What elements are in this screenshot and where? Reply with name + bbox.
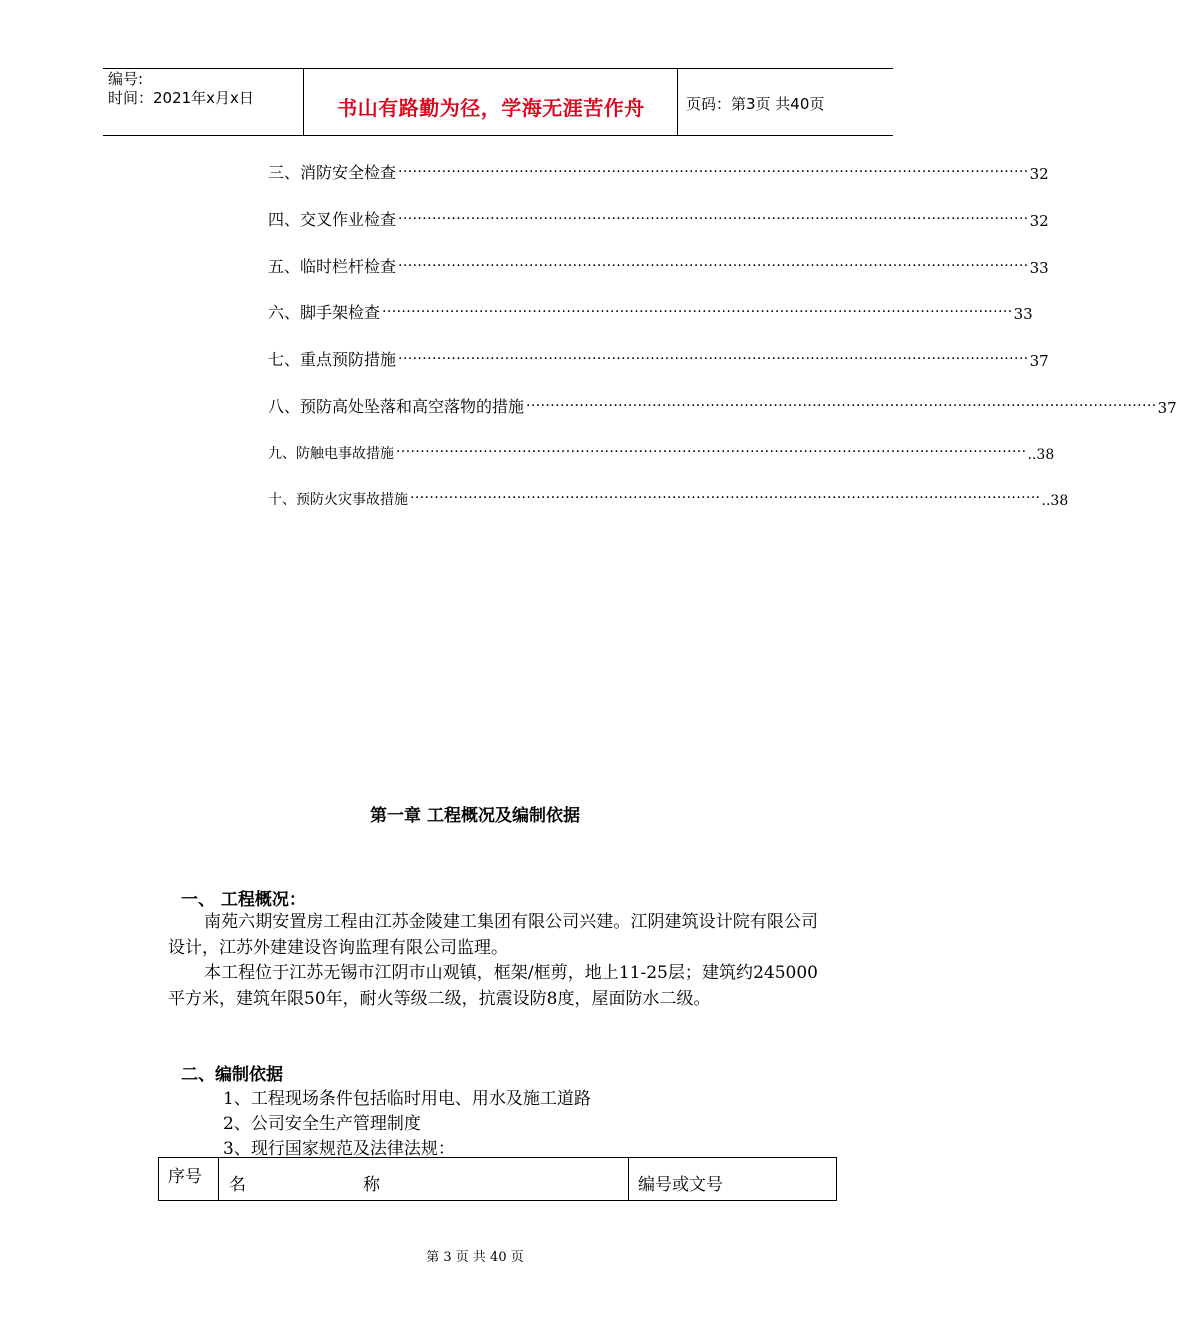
toc-leader: ·································································································································· (398, 351, 1029, 367)
basis-item: 3、现行国家规范及法律法规： (223, 1139, 455, 1159)
chapter-title: 第一章 工程概况及编制依据 (370, 806, 580, 826)
header-top-rule (103, 68, 893, 69)
header-divider-left (303, 68, 304, 136)
toc-page: 33 (1029, 259, 1049, 277)
toc-entry[interactable] (268, 439, 1055, 463)
page-footer: 第 3 页 共 40 页 (426, 1250, 524, 1265)
toc-page: 32 (1029, 212, 1049, 230)
toc-page: 33 (1013, 305, 1033, 323)
toc-title: 重点预防措施 (300, 350, 397, 369)
toc-leader: ·································································································································· (410, 490, 1041, 506)
overview-paragraph-1 (168, 909, 818, 961)
col-code: 编号或文号 (638, 1175, 723, 1195)
overview-paragraph-2 (168, 960, 818, 1012)
basis-item: 2、公司安全生产管理制度 (223, 1114, 421, 1134)
header-motto: 书山有路勤为径，学海无涯苦作舟 (337, 96, 645, 120)
header-meta (108, 70, 254, 108)
toc-title: 临时栏杆检查 (300, 257, 397, 276)
header-page-info: 页码：第3页 共40页 (686, 95, 825, 113)
toc-number: 六、 (268, 303, 301, 322)
toc-page: ..38 (1027, 447, 1055, 463)
toc-entry[interactable] (268, 346, 1049, 370)
overview-text-1: 南苑六期安置房工程由江苏金陵建工集团有限公司兴建。江阴建筑设计院有限公司设计，江苏外建建设咨询监理有限公司监理。 (168, 912, 818, 958)
toc-entry[interactable] (268, 393, 1177, 417)
col-name-part-b: 称 (363, 1175, 380, 1195)
toc-number: 八、 (268, 397, 301, 416)
toc-leader: ·································································································································· (382, 304, 1013, 320)
toc-entry[interactable] (268, 299, 1033, 323)
toc-page: 37 (1029, 352, 1049, 370)
toc-title: 交叉作业检查 (300, 210, 397, 229)
toc-number: 七、 (268, 350, 301, 369)
toc-leader: ·································································································································· (398, 164, 1029, 180)
toc-number: 十、 (268, 492, 296, 508)
toc-page: ..38 (1041, 493, 1069, 509)
toc-number: 三、 (268, 163, 301, 182)
toc-title: 脚手架检查 (300, 303, 381, 322)
toc-title: 消防安全检查 (300, 163, 397, 182)
toc-entry[interactable] (268, 159, 1049, 183)
toc-title: 预防火灾事故措施 (296, 492, 408, 508)
col-name (219, 1158, 629, 1200)
col-seq: 序号 (159, 1158, 219, 1200)
toc-leader: ·································································································································· (398, 258, 1029, 274)
section-heading-basis: 二、编制依据 (181, 1065, 283, 1085)
code-label: 编号: (108, 70, 144, 88)
time-label: 时间：2021年x月x日 (108, 89, 254, 107)
toc-number: 五、 (268, 257, 301, 276)
header-bottom-rule (103, 135, 893, 136)
toc-number: 九、 (268, 446, 296, 462)
col-name-part-a: 名 (229, 1175, 246, 1195)
toc-entry[interactable] (268, 485, 1069, 509)
toc-leader: ·································································································································· (396, 444, 1027, 460)
toc-page: 32 (1029, 165, 1049, 183)
toc-leader: ·································································································································· (398, 211, 1029, 227)
section-heading-overview: 一、 工程概况： (181, 890, 306, 910)
header-divider-right (677, 68, 678, 136)
toc-title: 防触电事故措施 (296, 446, 394, 462)
toc-leader: ·································································································································· (526, 398, 1157, 414)
regulations-table-header (158, 1157, 837, 1201)
toc-title: 预防高处坠落和高空落物的措施 (300, 397, 525, 416)
overview-text-2: 本工程位于江苏无锡市江阴市山观镇，框架/框剪，地上11-25层；建筑约245000平方米，建筑年限50年，耐火等级二级，抗震设防8度，屋面防水二级。 (168, 963, 818, 1009)
toc-entry[interactable] (268, 206, 1049, 230)
toc-page: 37 (1157, 399, 1177, 417)
toc-number: 四、 (268, 210, 301, 229)
toc-entry[interactable] (268, 253, 1049, 277)
basis-item: 1、工程现场条件包括临时用电、用水及施工道路 (223, 1089, 591, 1109)
